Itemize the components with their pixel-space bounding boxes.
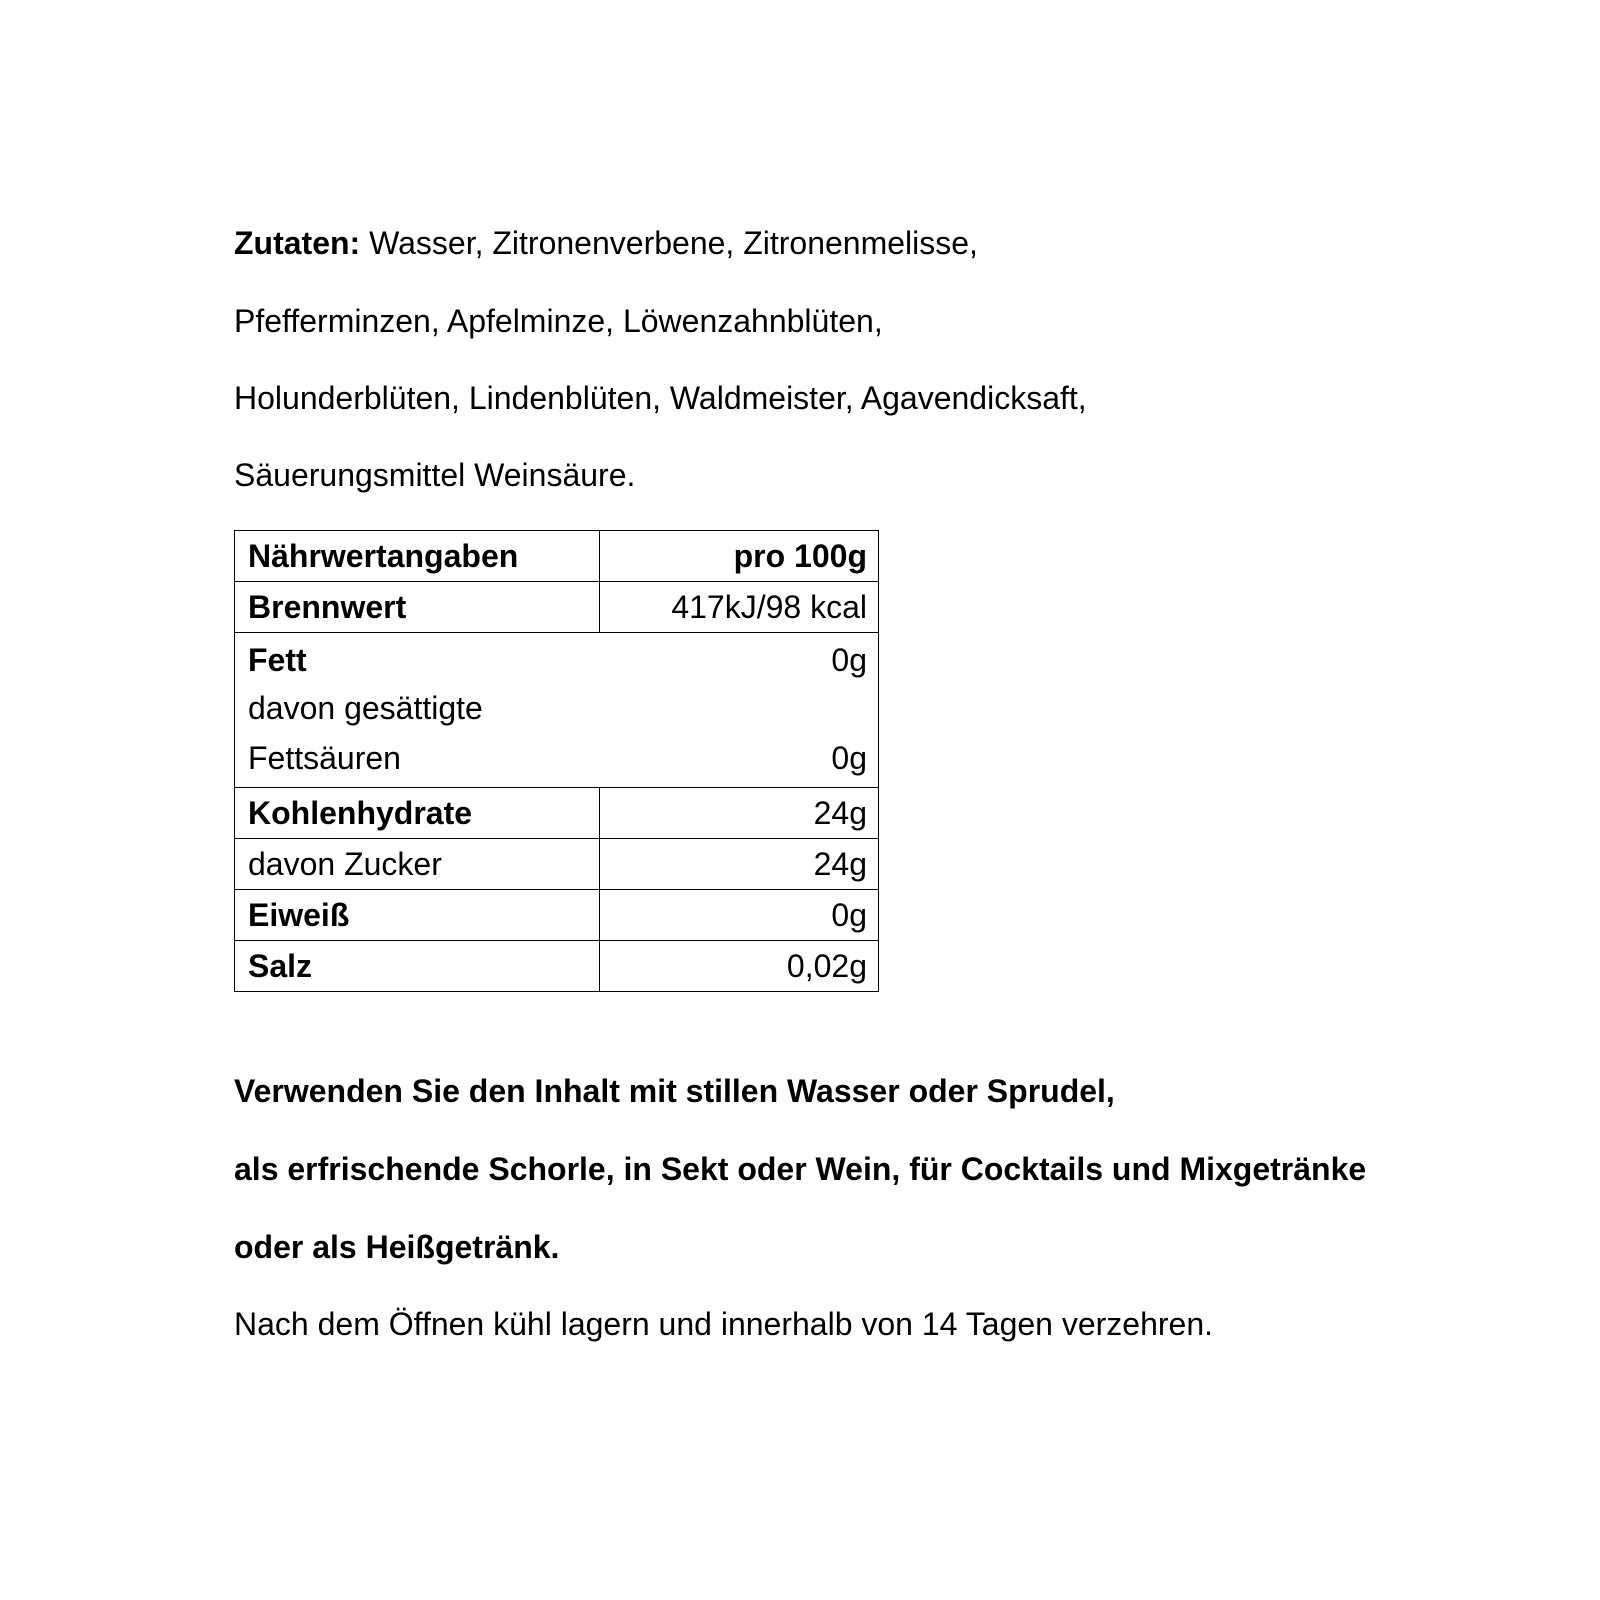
- zucker-label: davon Zucker: [235, 839, 600, 890]
- table-row-header: [235, 531, 879, 582]
- table-row-fett: [235, 633, 879, 788]
- zucker-value: 24g: [600, 839, 879, 890]
- fett-label: Fett: [248, 642, 307, 678]
- eiweiss-value: 0g: [600, 890, 879, 941]
- table-row-kohlenhydrate: [235, 788, 879, 839]
- fett-line: [248, 637, 867, 683]
- ingredients-line-2: Pfefferminzen, Apfelminze, Löwenzahnblüten,: [234, 303, 883, 339]
- ingredients-line-3: Holunderblüten, Lindenblüten, Waldmeister, Agavendicksaft,: [234, 380, 1087, 416]
- brennwert-label: Brennwert: [235, 582, 600, 633]
- brennwert-value: 417kJ/98 kcal: [600, 582, 879, 633]
- table-row-brennwert: [235, 582, 879, 633]
- kohlenhydrate-label: Kohlenhydrate: [235, 788, 600, 839]
- ingredients-line-1: [234, 223, 978, 263]
- table-row-zucker: [235, 839, 879, 890]
- gesaettigte-line-2: [248, 733, 867, 783]
- salz-value: 0,02g: [600, 941, 879, 992]
- gesaettigte-line-1: [248, 683, 867, 733]
- nutrition-header-value: pro 100g: [600, 531, 879, 582]
- table-row-eiweiss: [235, 890, 879, 941]
- kohlenhydrate-value: 24g: [600, 788, 879, 839]
- fett-cell: [235, 633, 879, 788]
- usage-line-2: als erfrischende Schorle, in Sekt oder Wein, für Cocktails und Mixgetränke: [234, 1151, 1367, 1187]
- usage-line-3: oder als Heißgetränk.: [234, 1229, 560, 1265]
- salz-label: Salz: [235, 941, 600, 992]
- gesaettigte-value: 0g: [831, 740, 867, 776]
- nutrition-table: [234, 530, 879, 992]
- nutrition-header-label: Nährwertangaben: [235, 531, 600, 582]
- eiweiss-label: Eiweiß: [235, 890, 600, 941]
- gesaettigte-label-1: davon gesättigte: [248, 690, 483, 726]
- ingredients-text-1: Wasser, Zitronenverbene, Zitronenmelisse,: [369, 225, 978, 261]
- ingredients-label: Zutaten:: [234, 225, 361, 261]
- usage-line-1: Verwenden Sie den Inhalt mit stillen Wasser oder Sprudel,: [234, 1073, 1115, 1109]
- ingredients-line-4: Säuerungsmittel Weinsäure.: [234, 457, 636, 493]
- storage-note: Nach dem Öffnen kühl lagern und innerhalb von 14 Tagen verzehren.: [234, 1306, 1214, 1342]
- gesaettigte-label-2: Fettsäuren: [248, 740, 401, 776]
- table-row-salz: [235, 941, 879, 992]
- fett-value: 0g: [831, 642, 867, 678]
